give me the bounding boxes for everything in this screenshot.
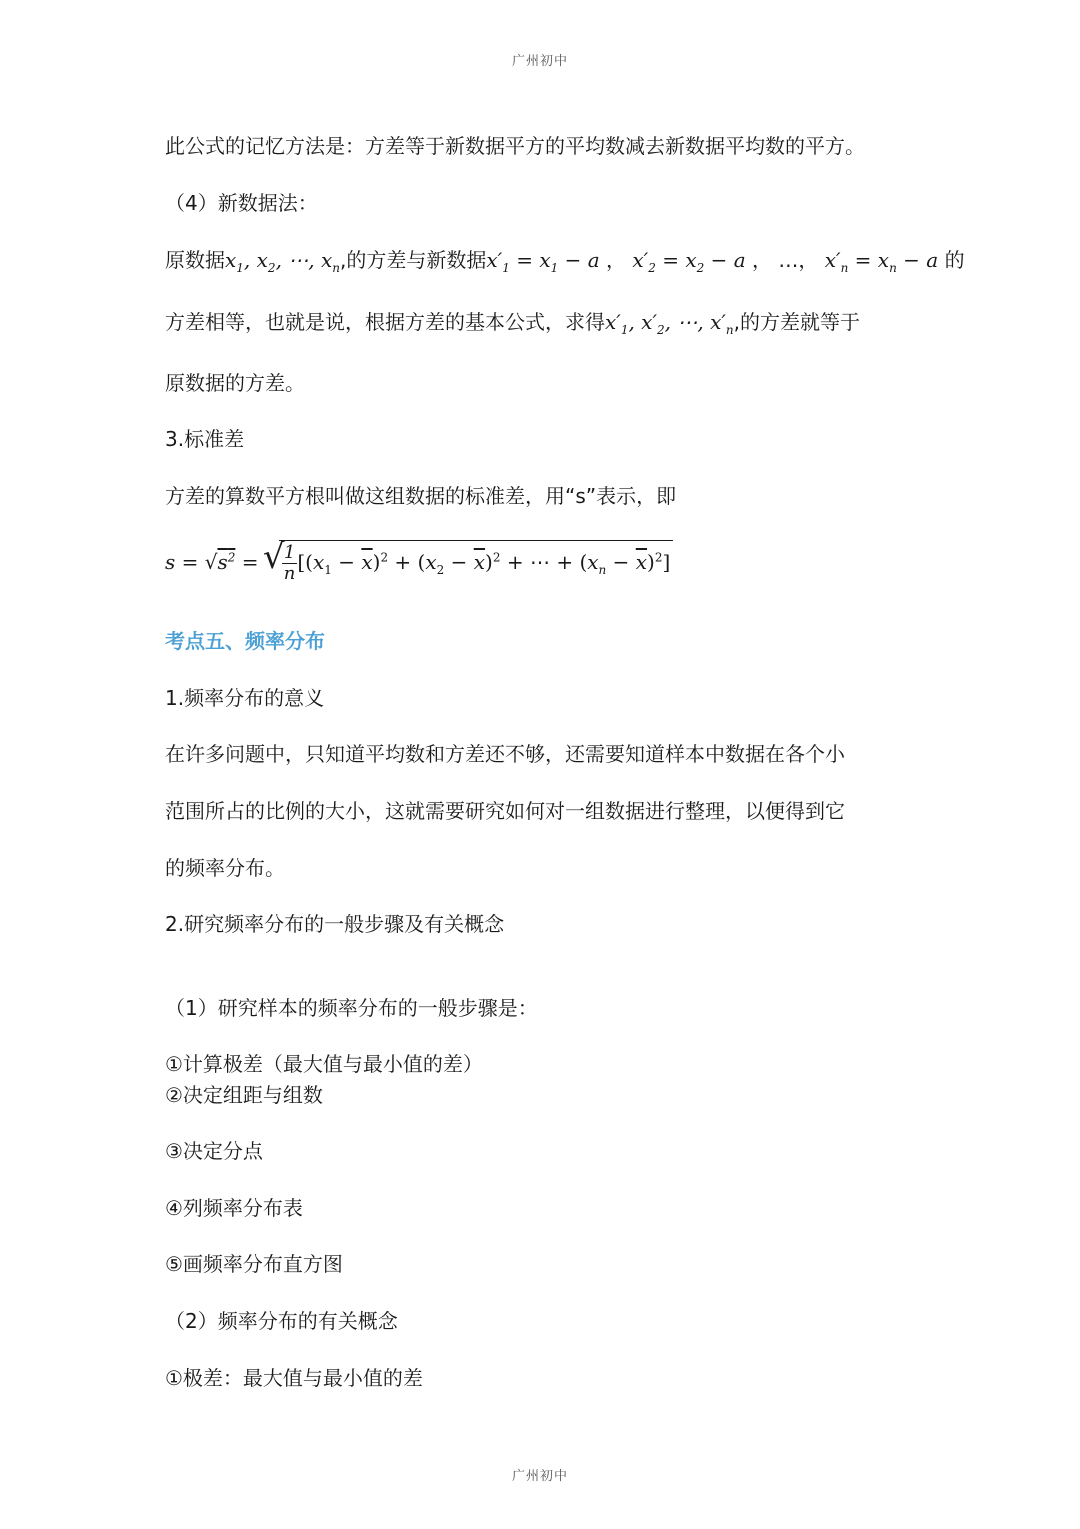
text-segment: 原数据 [165, 248, 225, 272]
section-heading-frequency: 考点五、频率分布 [165, 629, 325, 653]
subheading-general-steps: （1）研究样本的频率分布的一般步骤是： [165, 996, 538, 1020]
math-new-data-2: $x'_2 = x_2 - a$ [632, 248, 746, 275]
paragraph-frequency-3: 的频率分布。 [165, 856, 285, 880]
formula-standard-deviation: $s = √s^2$ = √ $\frac{1}{n}$ [$(x_1 - \overline{x})^2 + (x_2 - \overline{x})^2$ + ⋯ + $(x_n - \overline{x})^2$] [165, 540, 673, 602]
page-footer: 广州初中 [511, 1469, 568, 1484]
page-header: 广州初中 [511, 54, 568, 69]
math-new-data: $x'_1 = x_1 - a$ [486, 248, 600, 275]
text-segment: 方差相等，也就是说，根据方差的基本公式，求得 [165, 310, 605, 334]
math-new-data-list: $x'_1$, $x'_2$, ⋯, $x'_n$ [605, 310, 734, 337]
math-original-data: $x_1$, $x_2$, ⋯, $x_n$ [225, 248, 341, 275]
step-3: ③决定分点 [165, 1139, 263, 1163]
text-segment: 的 [944, 248, 965, 272]
subheading-related-concepts: （2）频率分布的有关概念 [165, 1309, 398, 1333]
paragraph-new-data-1: 原数据$x_1$, $x_2$, ⋯, $x_n$,的方差与新数据$x'_1 = x_1 - a$ ， $x'_2 = x_2 - a$ ， …， $x'_n = x_n - a$ 的 [165, 248, 965, 275]
subheading-new-data-method: （4）新数据法： [165, 191, 318, 215]
step-5: ⑤画频率分布直方图 [165, 1252, 343, 1276]
paragraph-standard-deviation: 方差的算数平方根叫做这组数据的标准差，用“s”表示，即 [165, 484, 677, 508]
text-segment: 的方差与新数据 [346, 248, 487, 272]
step-2: ②决定组距与组数 [165, 1083, 323, 1107]
text-segment: 的方差就等于 [740, 310, 860, 334]
concept-range: ①极差：最大值与最小值的差 [165, 1366, 423, 1390]
paragraph-new-data-3: 原数据的方差。 [165, 371, 305, 395]
subheading-standard-deviation: 3.标准差 [165, 427, 245, 451]
math-new-data-n: $x'_n = x_n - a$ [824, 248, 939, 275]
paragraph-new-data-2: 方差相等，也就是说，根据方差的基本公式，求得$x'_1$, $x'_2$, ⋯, $x'_n$,的方差就等于 [165, 310, 860, 337]
subheading-frequency-meaning: 1.频率分布的意义 [165, 686, 325, 710]
paragraph-memory-method: 此公式的记忆方法是：方差等于新数据平方的平均数减去新数据平均数的平方。 [165, 134, 865, 158]
step-4: ④列频率分布表 [165, 1196, 303, 1220]
subheading-frequency-steps: 2.研究频率分布的一般步骤及有关概念 [165, 912, 505, 936]
paragraph-frequency-1: 在许多问题中，只知道平均数和方差还不够，还需要知道样本中数据在各个小 [165, 742, 845, 766]
step-1: ①计算极差（最大值与最小值的差） [165, 1052, 483, 1076]
paragraph-frequency-2: 范围所占的比例的大小，这就需要研究如何对一组数据进行整理，以便得到它 [165, 799, 845, 823]
